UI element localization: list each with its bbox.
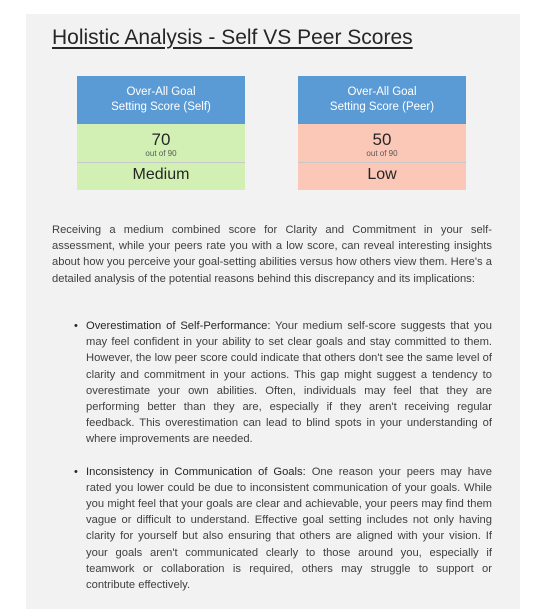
self-score-card-header: [77, 76, 245, 124]
bullet-icon: •: [74, 465, 78, 478]
bullet-icon: •: [74, 320, 78, 332]
self-score-level: Medium: [132, 166, 190, 183]
peer-card-header-line2: Setting Score (Peer): [329, 101, 435, 113]
peer-score-card-body: [298, 124, 466, 190]
peer-card-header-line1: Over-All Goal: [347, 86, 417, 98]
peer-score-card-header: [298, 76, 466, 124]
bullet-heading: Inconsistency in Communication of Goals:: [86, 465, 306, 478]
page-title: Holistic Analysis - Self VS Peer Scores: [52, 26, 413, 49]
bullet-body: Your medium self-score suggests that you may feel confident in your ability to set clear goals and stay committed to them. However, the low peer score could indicate that others don't see the same level of clarity and commitment in your actions. This gap might suggest a tendency to overestimate your own abilities. Often, individuals may feel that they are performing better than they are, especially if they aren't receiving regular feedback. This overestimation can lead to blind spots in your understanding of where improvements are needed.: [86, 320, 492, 446]
list-item: [74, 318, 492, 448]
self-score-value: 70: [151, 130, 171, 149]
report-panel: [26, 14, 520, 609]
peer-score-value: 50: [372, 130, 392, 149]
self-score-card-body: [77, 124, 245, 190]
intro-paragraph: Receiving a medium combined score for Clarity and Commitment in your self-assessment, while your peers rate you with a low score, can reveal interesting insights about how you perceive your goal-setting abilities versus how others view them. Here's a detailed analysis of the potential reasons behind this discrepancy and its implications:: [52, 224, 492, 285]
self-card-header-line2: Setting Score (Self): [111, 101, 211, 113]
bullet-body: One reason your peers may have rated you lower could be due to inconsistent communication of your goals. While you might feel that your goals are clear and achievable, your peers may find them vague or difficult to understand. Effective goal setting includes not only having clarity for yourself but also ensuring that others are aligned with your vision. If your goals aren't communicated clearly to those around you, especially if teamwork or collaboration is required, others may struggle to support or contribute effectively.: [86, 465, 492, 592]
peer-score-card: [298, 76, 466, 190]
self-card-header-line1: Over-All Goal: [126, 86, 196, 98]
bullet-heading: Overestimation of Self-Performance:: [86, 320, 271, 332]
peer-score-out-of: out of 90: [366, 149, 398, 158]
bullet-paragraph: [86, 318, 492, 448]
peer-score-level: Low: [367, 166, 397, 183]
list-item: [74, 464, 492, 594]
self-score-card: [77, 76, 245, 190]
analysis-bullet-list: [74, 318, 492, 609]
bullet-paragraph: [86, 464, 492, 594]
self-score-out-of: out of 90: [145, 149, 177, 158]
